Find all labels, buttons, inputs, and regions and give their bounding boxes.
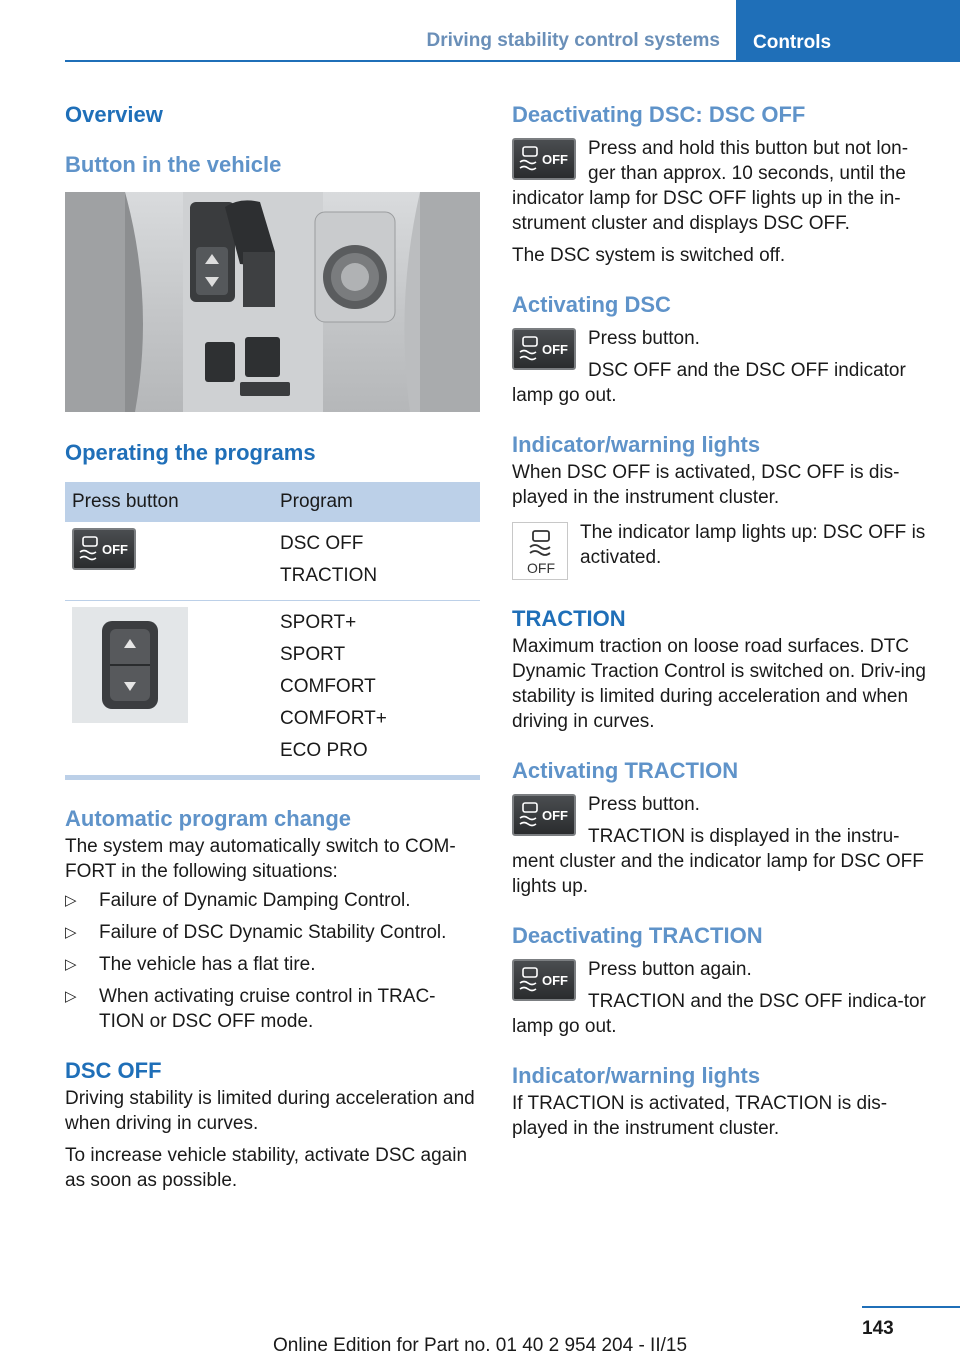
indicator-lights-text-2: If TRACTION is activated, TRACTION is dis‐played in the instrument cluster. [512,1093,888,1139]
svg-text:OFF: OFF [542,973,568,988]
program-table [65,482,480,775]
deactivating-traction-heading: Deactivating TRACTION [512,923,763,948]
header-chapter-label: Controls [753,32,832,53]
program-sport: SPORT [280,644,346,665]
dsc-off-heading: DSC OFF [65,1058,162,1083]
list-item: ▷ When activating cruise control in TRAC‐TION or DSC OFF mode. [65,984,480,1034]
dsc-off-button-icon [512,794,576,836]
dsc-off-button-icon [512,959,576,1001]
overview-heading: Overview [65,102,163,127]
deactivating-dsc-heading: Deactivating DSC: DSC OFF [512,102,806,127]
indicator-lamp-text: The indicator lamp lights up: DSC OFF is activated. [580,522,926,568]
footer-rule [862,1306,960,1308]
table-cell-button [65,601,273,776]
list-item: ▷ Failure of DSC Dynamic Stability Control. [65,920,480,945]
activating-dsc-heading: Activating DSC [512,292,671,317]
page-number: 143 [862,1318,894,1339]
svg-text:OFF: OFF [102,542,128,557]
traction-text: Maximum traction on loose road surfaces. DTC Dynamic Traction Control is switched on. Driv‐ing stability is limited during acceleration and when driving in curves. [512,636,926,732]
mode-rocker-switch-icon [72,607,188,723]
deactivating-dsc-text: Press and hold this button but not lon‐ger than approx. 10 seconds, until the indicator lamp for DSC OFF lights up in the in‐strument cluster and displays DSC OFF. [512,138,909,234]
svg-text:OFF: OFF [527,560,555,576]
program-comfort: COMFORT [280,676,376,697]
auto-program-change-heading: Automatic program change [65,806,352,831]
program-dsc-off: DSC OFF [280,533,364,554]
dsc-off-button-icon [512,138,576,180]
table-bottom-rule [65,775,480,780]
svg-text:OFF: OFF [542,342,568,357]
svg-text:OFF: OFF [542,152,568,167]
edition-note: Online Edition for Part no. 01 40 2 954 204 - II/15 [272,1335,688,1356]
table-cell-programs [273,601,480,776]
program-table-header [65,482,480,522]
list-item: ▷ Failure of Dynamic Damping Control. [65,888,480,913]
activating-traction-heading: Activating TRACTION [512,758,739,783]
auto-change-list [65,888,480,1034]
deactivating-traction-text-2: TRACTION and the DSC OFF indica‐tor lamp go out. [512,991,926,1037]
dsc-switched-off-text: The DSC system is switched off. [512,245,786,266]
col-press-button: Press button [65,482,273,522]
dsc-off-button-icon [72,528,136,570]
table-row [65,601,480,776]
table-cell-button [65,522,273,601]
dsc-off-indicator-lamp-icon [512,522,568,580]
header-section-title: Driving stability control systems [426,30,720,51]
page-header [0,0,960,62]
operating-programs-heading: Operating the programs [65,440,316,465]
dsc-off-text-2: To increase vehicle stability, activate DSC again as soon as possible. [65,1145,468,1191]
activating-dsc-text-1: Press button. [588,328,700,349]
traction-heading: TRACTION [512,606,626,631]
right-column [512,100,932,1141]
dsc-off-text-1: Driving stability is limited during acceleration and when driving in curves. [65,1088,475,1134]
svg-text:OFF: OFF [542,808,568,823]
dsc-off-button-icon [512,328,576,370]
indicator-lights-text: When DSC OFF is activated, DSC OFF is dis‐played in the instrument cluster. [512,462,900,508]
table-row [65,522,480,601]
vehicle-console-photo [65,192,480,412]
table-cell-programs [273,522,480,601]
header-chapter-tab [736,0,960,62]
indicator-lights-heading: Indicator/warning lights [512,432,761,457]
left-column [65,100,480,1193]
indicator-lights-heading-2: Indicator/warning lights [512,1063,761,1088]
activating-traction-text-1: Press button. [588,794,700,815]
program-comfort-plus: COMFORT+ [280,708,387,729]
deactivating-traction-text-1: Press button again. [588,959,752,980]
activating-traction-text-2: TRACTION is displayed in the instru‐ment cluster and the indicator lamp for DSC OFF lights up. [512,826,924,897]
col-program: Program [273,482,480,522]
list-item: ▷ The vehicle has a flat tire. [65,952,480,977]
console-illustration [65,192,480,412]
program-sport-plus: SPORT+ [280,612,357,633]
program-traction: TRACTION [280,565,378,586]
auto-program-change-text: The system may automatically switch to COM‐FORT in the following situations: [65,836,456,882]
activating-dsc-text-2: DSC OFF and the DSC OFF indicator lamp go out. [512,360,906,406]
header-rule [65,60,960,62]
program-eco-pro: ECO PRO [280,740,368,761]
button-in-vehicle-heading: Button in the vehicle [65,152,282,177]
